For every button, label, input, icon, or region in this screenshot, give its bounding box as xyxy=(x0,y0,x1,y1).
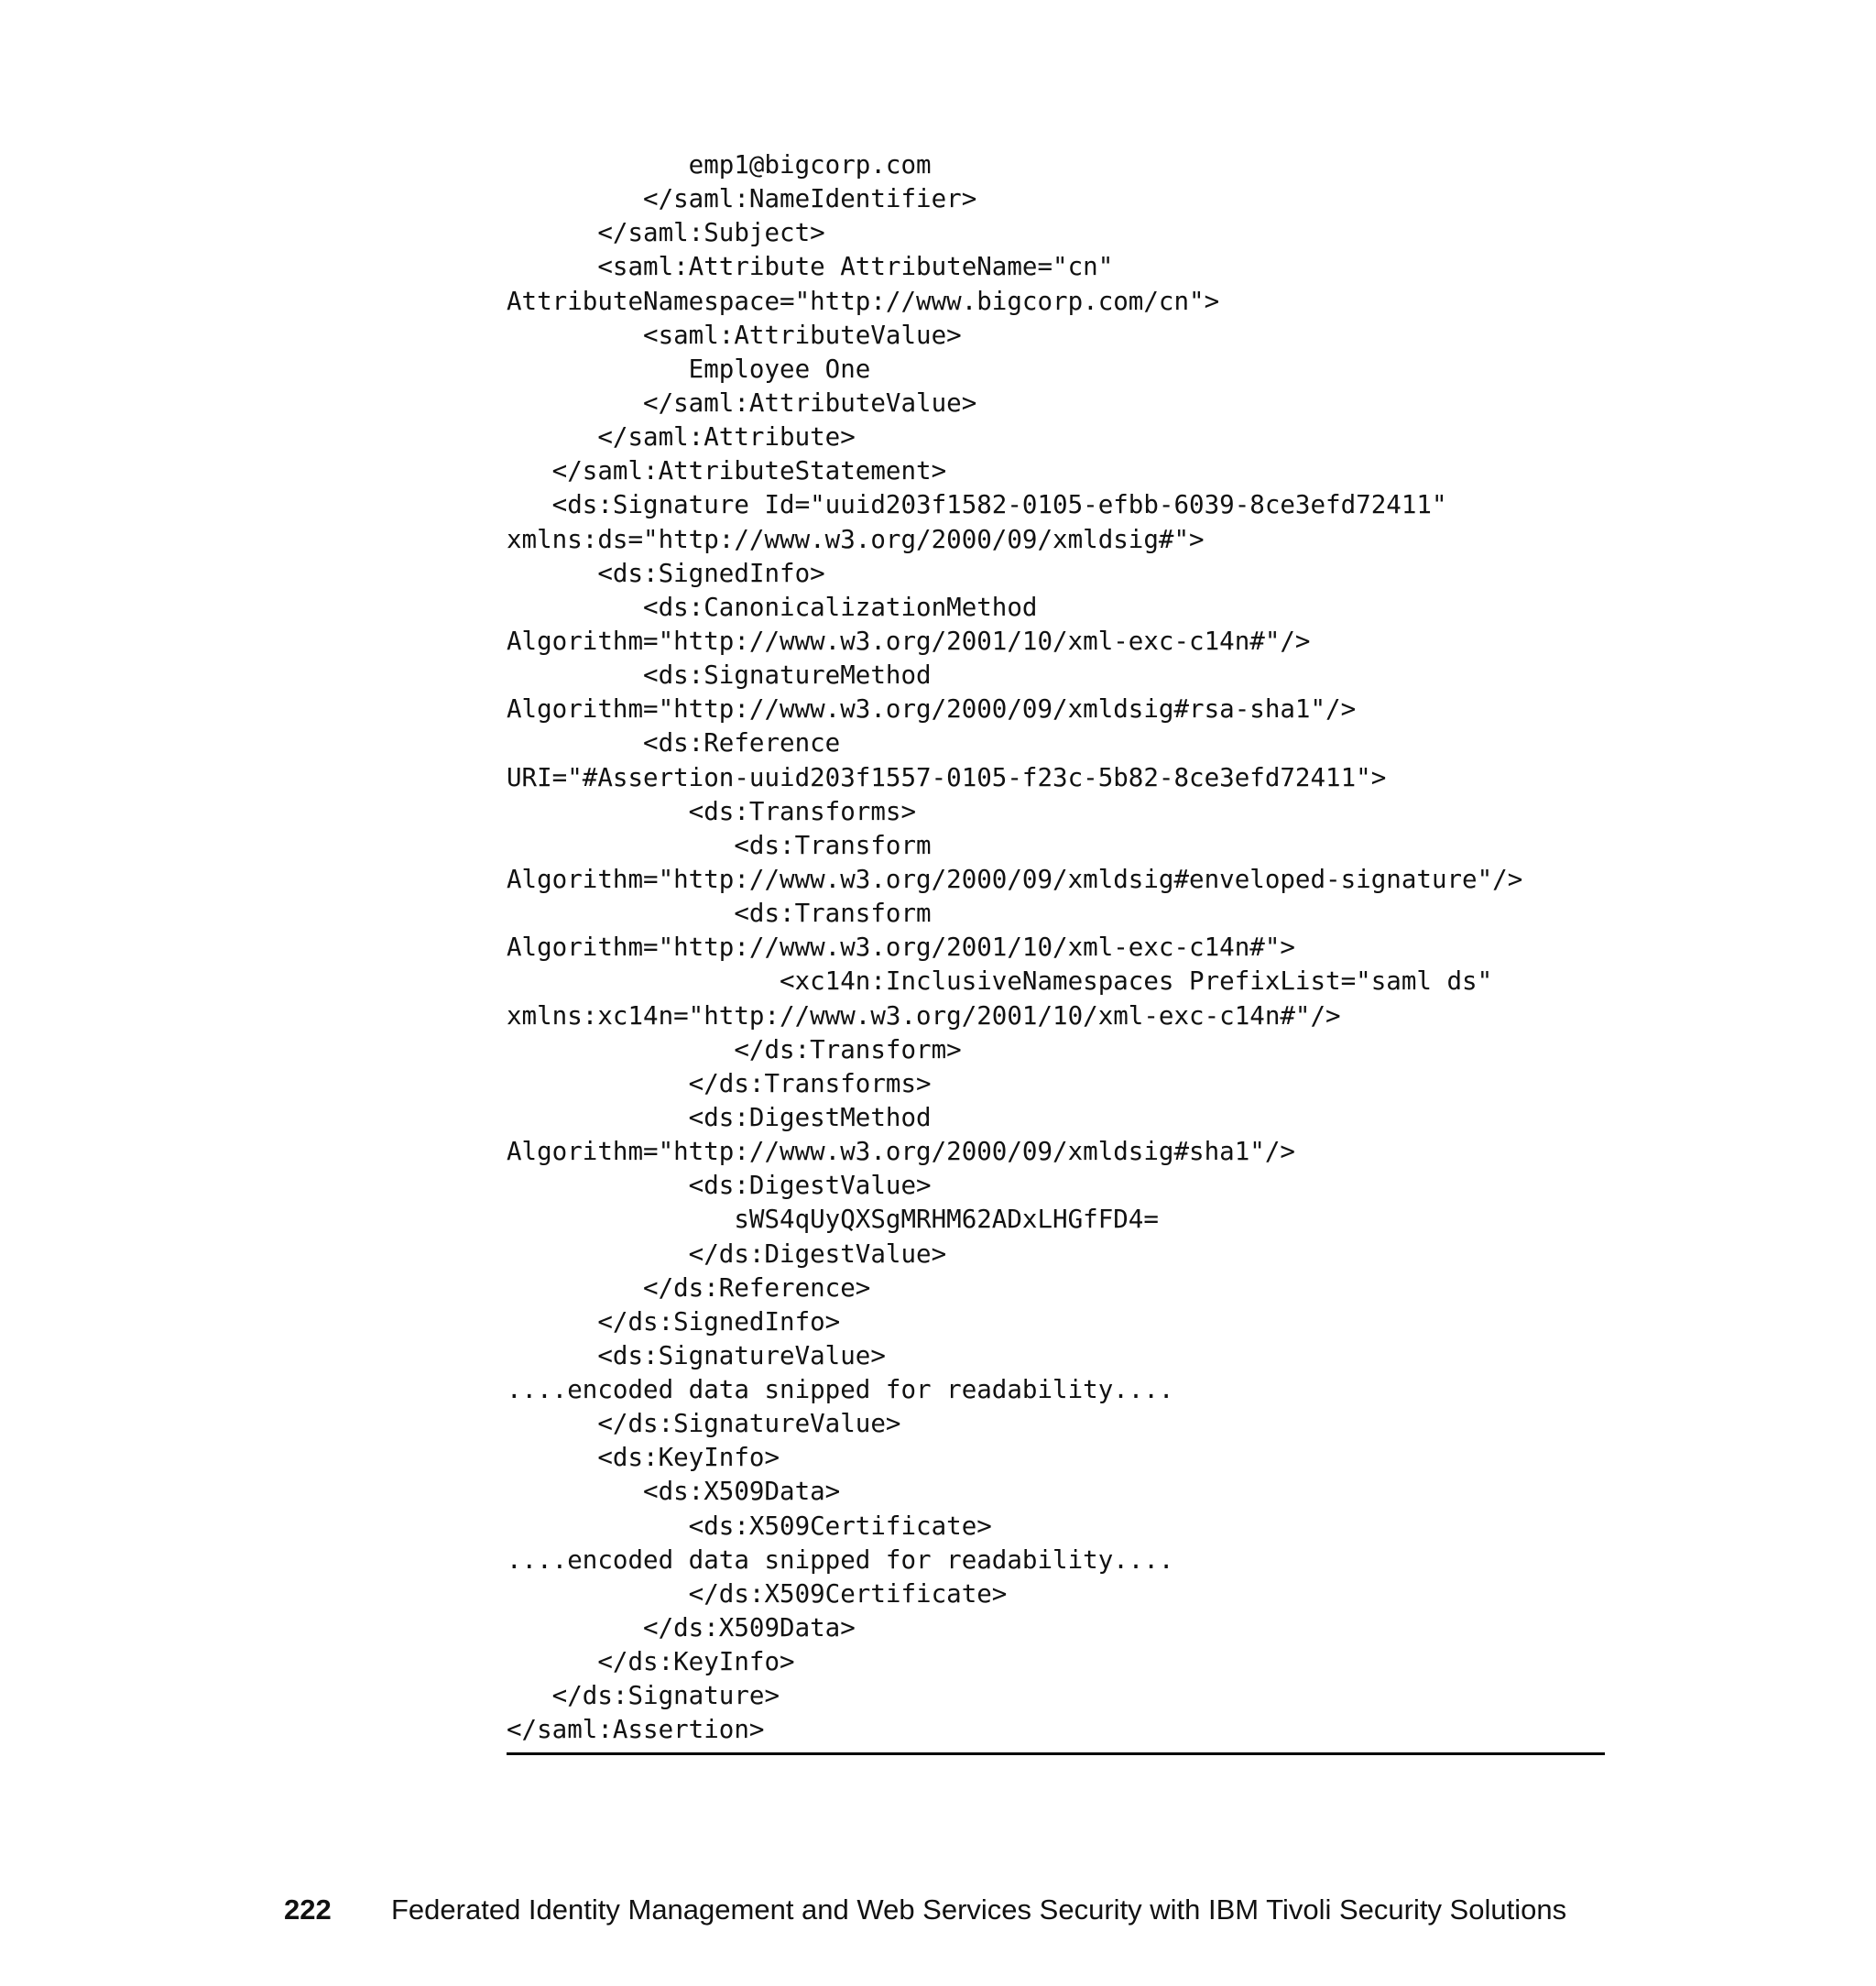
code-line: AttributeNamespace="http://www.bigcorp.com/cn"> xyxy=(507,286,1220,316)
code-line: <ds:X509Data> xyxy=(507,1477,841,1507)
code-line: <ds:Transform xyxy=(507,899,932,929)
code-line: Employee One xyxy=(507,354,871,384)
code-line: Algorithm="http://www.w3.org/2001/10/xml-exc-c14n#"> xyxy=(507,933,1295,963)
code-line: </saml:NameIdentifier> xyxy=(507,184,977,214)
code-line: </saml:Assertion> xyxy=(507,1715,765,1745)
code-line: </ds:Transforms> xyxy=(507,1068,932,1098)
code-line: </saml:AttributeValue> xyxy=(507,387,977,418)
code-line: </saml:AttributeStatement> xyxy=(507,456,947,486)
code-line: </ds:Transform> xyxy=(507,1034,962,1064)
code-line: Algorithm="http://www.w3.org/2000/09/xmldsig#sha1"/> xyxy=(507,1137,1295,1167)
code-line: </ds:SignatureValue> xyxy=(507,1409,901,1439)
code-line: Algorithm="http://www.w3.org/2000/09/xmldsig#rsa-sha1"/> xyxy=(507,694,1357,725)
xml-code-listing xyxy=(507,148,1522,1748)
code-line: <ds:X509Certificate> xyxy=(507,1511,992,1541)
code-line: <xc14n:InclusiveNamespaces PrefixList="saml ds" xyxy=(507,966,1493,997)
code-line: <ds:DigestMethod xyxy=(507,1102,932,1132)
code-line: Algorithm="http://www.w3.org/2000/09/xmldsig#enveloped-signature"/> xyxy=(507,864,1523,894)
code-line: URI="#Assertion-uuid203f1557-0105-f23c-5b82-8ce3efd72411"> xyxy=(507,762,1387,792)
page-number: 222 xyxy=(284,1893,332,1926)
code-line: <ds:Reference xyxy=(507,728,841,758)
listing-end-rule xyxy=(507,1752,1605,1755)
code-line: <ds:CanonicalizationMethod xyxy=(507,592,1038,622)
code-line: <ds:SignedInfo> xyxy=(507,558,825,588)
code-line: </ds:Signature> xyxy=(507,1681,780,1711)
code-line: <ds:Transform xyxy=(507,830,932,860)
code-line: xmlns:ds="http://www.w3.org/2000/09/xmldsig#"> xyxy=(507,524,1205,554)
code-line: ....encoded data snipped for readability.... xyxy=(507,1544,1174,1575)
code-line: sWS4qUyQXSgMRHM62ADxLHGfFD4= xyxy=(507,1205,1159,1235)
code-line: <saml:Attribute AttributeName="cn" xyxy=(507,252,1114,282)
code-line: <saml:AttributeValue> xyxy=(507,320,962,350)
code-line: Algorithm="http://www.w3.org/2001/10/xml-exc-c14n#"/> xyxy=(507,626,1311,656)
code-line: </ds:KeyInfo> xyxy=(507,1647,795,1677)
code-line: </ds:X509Data> xyxy=(507,1613,856,1643)
code-line: </saml:Subject> xyxy=(507,218,825,248)
code-line: <ds:SignatureMethod xyxy=(507,660,932,691)
code-line: </ds:X509Certificate> xyxy=(507,1578,1008,1609)
page-footer xyxy=(284,1893,1566,1926)
code-line: </ds:Reference> xyxy=(507,1272,871,1303)
code-line: <ds:SignatureValue> xyxy=(507,1340,886,1370)
code-line: ....encoded data snipped for readability.... xyxy=(507,1375,1174,1405)
code-line: emp1@bigcorp.com xyxy=(507,150,932,180)
code-line: </ds:SignedInfo> xyxy=(507,1306,841,1337)
book-title: Federated Identity Management and Web Services Security with IBM Tivoli Security Solutions xyxy=(391,1893,1567,1926)
code-line: <ds:Transforms> xyxy=(507,796,917,826)
code-line: <ds:KeyInfo> xyxy=(507,1443,780,1473)
code-line: <ds:Signature Id="uuid203f1582-0105-efbb-6039-8ce3efd72411" xyxy=(507,490,1447,520)
code-line: </saml:Attribute> xyxy=(507,422,856,453)
code-line: </ds:DigestValue> xyxy=(507,1239,947,1269)
code-line: <ds:DigestValue> xyxy=(507,1171,932,1201)
code-line: xmlns:xc14n="http://www.w3.org/2001/10/xml-exc-c14n#"/> xyxy=(507,1000,1341,1031)
